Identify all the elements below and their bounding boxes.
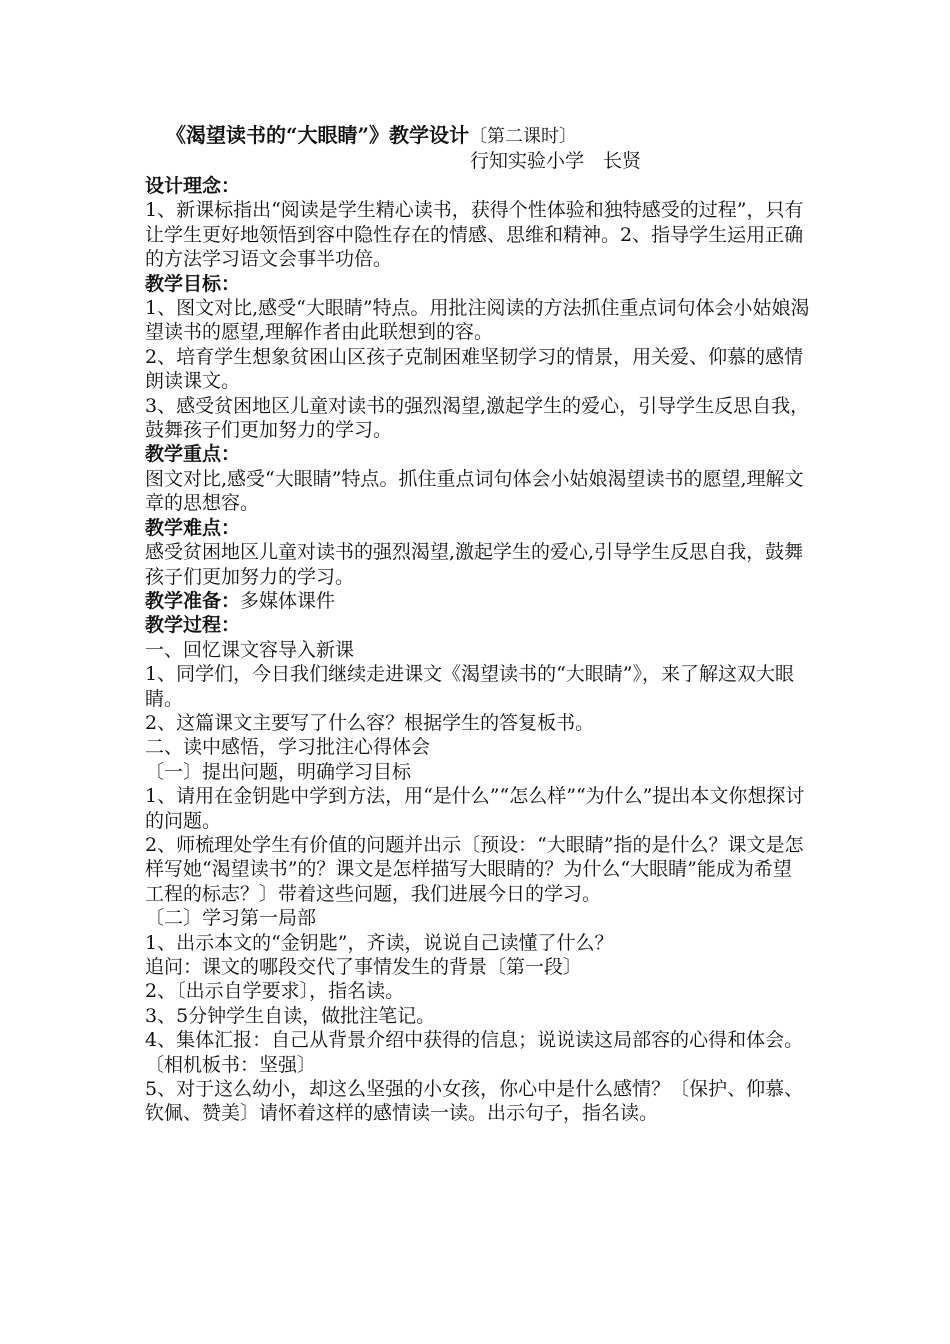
paragraph: 3、5分钟学生自读，做批注笔记。 xyxy=(145,1004,436,1027)
paragraph: 图文对比,感受“大眼睛”特点。抓住重点词句体会小姑娘渴望读书的愿望,理解文章的思想容。 xyxy=(145,467,804,515)
section-heading: 教学过程： xyxy=(145,614,241,637)
paragraph: 4、集体汇报：自己从背景介绍中获得的信息；说说读这局部容的心得和体会。〔相机板书：坚强〕 xyxy=(145,1029,804,1076)
paragraph: 2、培育学生想象贫困山区孩子克制困难坚韧学习的情景，用关爱、仰慕的感情朗读课文。 xyxy=(145,345,804,393)
section-heading: 教学重点： xyxy=(145,443,241,466)
title-main: 《渴望读书的“大眼睛”》教学设计 xyxy=(166,123,470,147)
section-heading: 设计理念： xyxy=(145,175,241,197)
document-title xyxy=(166,122,816,150)
section-heading: 教学目标： xyxy=(145,272,241,295)
document-body xyxy=(145,174,810,1126)
paragraph: 3、感受贫困地区儿童对读书的强烈渴望,激起学生的爱心，引导学生反思自我，鼓舞孩子们更加努力的学习。 xyxy=(145,394,810,442)
paragraph: 1、同学们，今日我们继续走进课文《渴望读书的“大眼睛”》，来了解这双大眼睛。 xyxy=(145,663,795,710)
paragraph: 1、新课标指出“阅读是学生精心读书，获得个性体验和独特感受的过程”，只有让学生更好地领悟到容中隐性存在的情感、思维和精神。2、指导学生运用正确的方法学习语文会事半功倍。 xyxy=(145,199,804,271)
paragraph: 〔一〕提出问题，明确学习目标 xyxy=(145,760,412,783)
paragraph: 2、〔出示自学要求〕，指名读。 xyxy=(145,980,405,1003)
paragraph: 1、出示本文的“金钥匙”，齐读，说说自己读懂了什么？ xyxy=(145,931,614,954)
paragraph: 感受贫困地区儿童对读书的强烈渴望,激起学生的爱心,引导学生反思自我，鼓舞孩子们更加努力的学习。 xyxy=(145,541,804,588)
paragraph: 一、回忆课文容导入新课 xyxy=(145,638,355,661)
paragraph: 1、请用在金钥匙中学到方法，用“是什么”“怎么样”“为什么”提出本文你想探讨的问题。 xyxy=(145,785,805,832)
inline-section xyxy=(145,589,810,613)
paragraph: 1、图文对比,感受“大眼睛”特点。用批注阅读的方法抓住重点词句体会小姑娘渴望读书的愿望,理解作者由此联想到的容。 xyxy=(145,297,810,344)
paragraph: 2、师梳理处学生有价值的问题并出示〔预设：“大眼睛”指的是什么？课文是怎样写她“渴望读书”的？课文是怎样描写大眼睛的？为什么“大眼睛”能成为希望工程的标志？〕带着这些问题，我们进展今日的学习。 xyxy=(145,833,804,905)
paragraph: 追问：课文的哪段交代了事情发生的背景〔第一段〕 xyxy=(145,956,583,978)
paragraph: 5、对于这么幼小，却这么坚强的小女孩，你心中是什么感情？〔保护、仰慕、钦佩、赞美〕请怀着这样的感情读一读。出示句子，指名读。 xyxy=(145,1078,804,1125)
author-line: 行知实验小学 长贤 xyxy=(470,150,642,172)
section-text: 多媒体课件 xyxy=(240,589,336,612)
section-heading: 教学难点： xyxy=(145,516,241,539)
paragraph: 2、这篇课文主要写了什么容？根据学生的答复板书。 xyxy=(145,711,595,734)
title-sub: 〔第二课时〕 xyxy=(469,126,578,147)
paragraph: 〔二〕学习第一局部 xyxy=(145,907,317,930)
paragraph: 二、读中感悟，学习批注心得体会 xyxy=(145,736,431,759)
section-heading: 教学准备： xyxy=(145,589,241,612)
